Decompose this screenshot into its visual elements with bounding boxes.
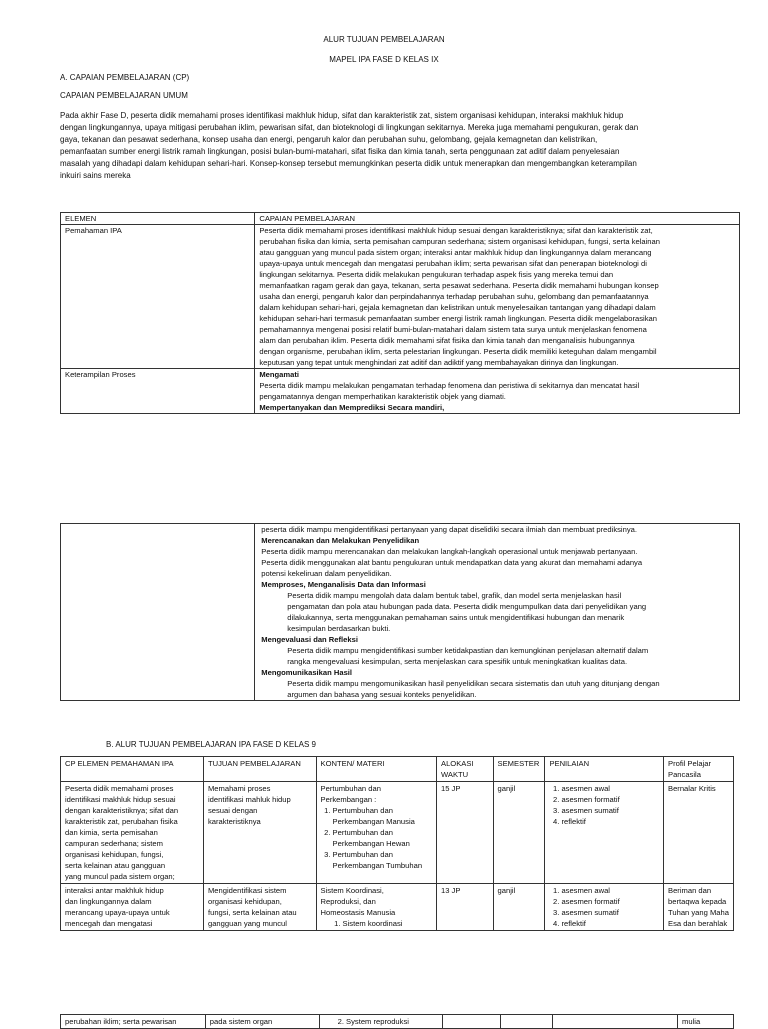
tujuan-cell <box>203 782 316 884</box>
tujuan-cell <box>203 884 316 931</box>
penilaian-cell <box>545 884 664 931</box>
semester-cell: ganjil <box>493 884 545 931</box>
cell-subheading: Merencanakan dan Melakukan Penyelidikan <box>261 536 420 545</box>
section-a-heading: A. CAPAIAN PEMBELAJARAN (CP) <box>60 73 190 82</box>
cell-subheading: Mengomunikasikan Hasil <box>261 668 353 677</box>
cell-line: Esa dan berahlak <box>668 919 728 928</box>
table-row <box>61 369 740 414</box>
semester-cell <box>501 1015 553 1029</box>
profil-cell: mulia <box>678 1015 734 1029</box>
doc-subtitle: MAPEL IPA FASE D KELAS IX <box>329 55 439 64</box>
cell-subheading: Memproses, Menganalisis Data dan Informasi <box>261 580 426 589</box>
profil-cell <box>664 782 734 884</box>
cell-line: atau gangguan yang muncul pada sistem organ; interaksi antar makhluk hidup dan lingkungannya dalam merancang <box>259 248 652 257</box>
penilaian-cell <box>545 782 664 884</box>
cell-line: Sistem Koordinasi, <box>320 886 384 895</box>
cp-cell: perubahan iklim; serta pewarisan <box>61 1015 206 1029</box>
cell-line: identifikasi mahluk hidup <box>207 795 291 804</box>
cell-line: peserta didik mampu mengidentifikasi pertanyaan yang dapat diselidiki secara ilmiah dan membuat prediksinya. <box>261 525 637 534</box>
list-item: 3. Pertumbuhan dan Perkembangan Tumbuhan <box>333 849 432 871</box>
cell-line: Beriman dan <box>668 886 712 895</box>
list-item: 1. asesmen awal <box>561 885 659 896</box>
paragraph-line: Pada akhir Fase D, peserta didik memahami proses identifikasi makhluk hidup, sifat dan karakteristik zat, sistem organisasi kehidupan, interaksi makhluk hidup <box>60 111 624 120</box>
atp-continuation-table <box>60 1014 734 1029</box>
cell-line: alam dan perubahan iklim. Peserta didik memahami sifat fisika dan kimia tanah dan menganalisis hubungannya <box>259 336 635 345</box>
cell-line: rangka mengevaluasi kesimpulan, serta menjelaskan cara spesifik untuk meningkatkan kualitas data. <box>287 657 628 666</box>
cell-line: Memahami proses <box>207 784 271 793</box>
cell-line: campuran sederhana; sistem <box>65 839 163 848</box>
penilaian-list <box>549 783 659 827</box>
cell-line: Peserta didik menggunakan alat bantu pengukuran untuk mendapatkan data yang akurat dan memahami adanya <box>261 558 643 567</box>
cell-line: Pertumbuhan dan <box>320 784 381 793</box>
cell-line: argumen dan bahasa yang sesuai konteks penyelidikan. <box>287 690 477 699</box>
paragraph-line: gaya, tekanan dan pesawat sederhana, konsep usaha dan energi, pengaruh kalor dan perubahan suhu, gelombang, gejala kemagnetan dan kelistrikan, <box>60 135 598 144</box>
cell-line: potensi kekeliruan dalam penyelidikan. <box>261 569 392 578</box>
cell-line: Peserta didik mampu merencanakan dan melakukan langkah-langkah operasional untuk menjawab pertanyaan. <box>261 547 638 556</box>
cell-line: yang muncul pada sistem organ; <box>65 872 175 881</box>
cell-line: interaksi antar makhluk hidup <box>65 886 164 895</box>
cell-line: serta kelainan atau gangguan <box>65 861 166 870</box>
atp-table <box>60 756 734 931</box>
konten-list <box>321 918 432 929</box>
cell-line: mencegah dan mengatasi <box>65 919 153 928</box>
cell-line: kehidupan sehari-hari termasuk pemanfaatan sumber energi listrik ramah lingkungan. Peserta didik mengelaborasikan <box>259 314 657 323</box>
konten-cell <box>316 782 436 884</box>
list-item: 3. asesmen sumatif <box>561 805 659 816</box>
paragraph-line: dengan lingkungannya, upaya mitigasi perubahan iklim, pewarisan sifat, dan bioteknologi di lingkungan sekitarnya. Mereka juga memahami pengukuran, gerak dan <box>60 123 639 132</box>
table-row <box>61 225 740 369</box>
list-item: 4. reflektif <box>561 816 659 827</box>
cell-line: dalam kehidupan sehari-hari, gejala kemagnetan dan kelistrikan untuk menyelesaikan tantangan yang dihadapi dalam <box>259 303 656 312</box>
cell-line: Perkembangan : <box>320 795 377 804</box>
table-row <box>61 1015 734 1029</box>
cp-cell <box>61 884 204 931</box>
header-tujuan: TUJUAN PEMBELAJARAN <box>203 757 316 782</box>
cell-line: Peserta didik memahami proses <box>65 784 174 793</box>
cell-line: sesuai dengan <box>207 806 258 815</box>
cell-line: pengamatan dan pola atau hubungan pada data. Peserta didik mengumpulkan data dari penyelidikan yang <box>287 602 647 611</box>
cell-line: organisasi kehidupan, <box>207 897 282 906</box>
header-elemen: ELEMEN <box>61 213 255 225</box>
header-capaian: CAPAIAN PEMBELAJARAN <box>255 213 740 225</box>
capaian-cell <box>255 369 740 414</box>
cp-cell <box>61 782 204 884</box>
cell-line: gangguan yang muncul <box>207 919 287 928</box>
header-semester: SEMESTER <box>493 757 545 782</box>
cell-line: bertaqwa kepada <box>668 897 727 906</box>
cell-line: identifikasi makhluk hidup sesuai <box>65 795 176 804</box>
cell-line: kesimpulan berdasarkan bukti. <box>287 624 391 633</box>
cell-line: Homeostasis Manusia <box>320 908 396 917</box>
cell-subheading: Mengevaluasi dan Refleksi <box>261 635 358 644</box>
cell-line: dan kimia, serta pemisahan <box>65 828 158 837</box>
cell-line: lingkungan sekitarnya. Peserta didik melakukan pengukuran terhadap aspek fisis yang mereka temui dan <box>259 270 614 279</box>
semester-cell: ganjil <box>493 782 545 884</box>
cell-line: karakteristik zat, perubahan fisika <box>65 817 178 826</box>
alokasi-cell: 13 JP <box>437 884 494 931</box>
subheading-mengamati: Mengamati <box>259 370 300 379</box>
table-header-row <box>61 757 734 782</box>
tujuan-cell: pada sistem organ <box>205 1015 319 1029</box>
cell-line: dengan organisme, perubahan iklim, serta pelestarian lingkungan. Peserta didik memiliki keteguhan dalam mengambil <box>259 347 657 356</box>
cp-umum-heading: CAPAIAN PEMBELAJARAN UMUM <box>60 91 188 100</box>
cell-line: Peserta didik mampu mengidentifikasi sumber ketidakpastian dan kemungkinan penjelasan alternatif dalam <box>287 646 649 655</box>
cell-line: pemahamannya mengenai posisi relatif bumi-bulan-matahari dalam sistem tata surya untuk menjelaskan fenomena <box>259 325 647 334</box>
penilaian-cell <box>553 1015 678 1029</box>
header-cp: CP ELEMEN PEMAHAMAN IPA <box>61 757 204 782</box>
list-item: 1. asesmen awal <box>561 783 659 794</box>
capaian-cell <box>255 524 740 701</box>
table-row <box>61 884 734 931</box>
cell-line: dan lingkungannya dalam <box>65 897 152 906</box>
alokasi-cell: 15 JP <box>437 782 494 884</box>
header-profil: Profil Pelajar Pancasila <box>664 757 734 782</box>
cell-line: dilakukannya, serta menggunakan pemahaman sains untuk mengidentifikasi hubungan dan menarik <box>287 613 625 622</box>
cell-line: usaha dan energi, pengaruh kalor dan perpindahannya terhadap perubahan suhu, gelombang dan pemanfaatannya <box>259 292 649 301</box>
cell-line: perubahan fisika dan kimia, serta pemisahan campuran sederhana; sistem organisasi kehidupan, fungsi, serta kelainan <box>259 237 660 246</box>
header-alokasi: ALOKASI WAKTU <box>437 757 494 782</box>
cell-line: keputusan yang tepat untuk menghindari zat aditif dan adiktif yang membahayakan dirinya dan lingkungan. <box>259 358 619 367</box>
paragraph-line: pemanfaatan sumber energi listrik ramah lingkungan, posisi bulan-bumi-matahari, sifat fisika dan kimia tanah, serta penggunaan zat aditif dalam penyelesaian <box>60 147 620 156</box>
list-item: 2. asesmen formatif <box>561 896 659 907</box>
capaian-cell <box>255 225 740 369</box>
table-header-row <box>61 213 740 225</box>
profil-cell <box>664 884 734 931</box>
konten-cell <box>316 884 436 931</box>
cell-line: dengan karakteristiknya; sifat dan <box>65 806 179 815</box>
elemen-cell: Pemahaman IPA <box>61 225 255 369</box>
konten-list <box>321 805 432 871</box>
paragraph-line: masalah yang dihadapi dalam kehidupan sehari-hari. Konsep-konsep tersebut memungkinkan peserta didik untuk menerapkan dan mengembangkan keterampilan <box>60 159 637 168</box>
cell-line: fungsi, serta kelainan atau <box>207 908 297 917</box>
cell-line: Mengidentifikasi sistem <box>207 886 287 895</box>
cell-line: Reproduksi, dan <box>320 897 376 906</box>
list-item: 2. Pertumbuhan dan Perkembangan Hewan <box>333 827 432 849</box>
list-item: 3. asesmen sumatif <box>561 907 659 918</box>
header-penilaian: PENILAIAN <box>545 757 664 782</box>
cell-line: Bernalar Kritis <box>668 784 716 793</box>
paragraph-line: inkuiri sains mereka <box>60 171 131 180</box>
penilaian-list <box>549 885 659 929</box>
elemen-cell <box>61 524 255 701</box>
konten-cell: 2. System reproduksi <box>319 1015 443 1029</box>
table-row <box>61 524 740 701</box>
cp-elemen-table <box>60 212 740 414</box>
cell-line: organisasi kehidupan, fungsi, <box>65 850 164 859</box>
cp-continuation-table <box>60 523 740 701</box>
cell-line: merancang upaya-upaya untuk <box>65 908 170 917</box>
cell-line: karakteristiknya <box>207 817 261 826</box>
doc-title: ALUR TUJUAN PEMBELAJARAN <box>323 35 445 44</box>
list-item: 4. reflektif <box>561 918 659 929</box>
list-item: 1. Pertumbuhan dan Perkembangan Manusia <box>333 805 432 827</box>
list-item: 1. Sistem koordinasi <box>343 918 432 929</box>
alokasi-cell <box>443 1015 501 1029</box>
cell-line: Tuhan yang Maha <box>668 908 729 917</box>
cell-line: memanfaatkan ragam gerak dan gaya, tekanan, serta pesawat sederhana. Peserta didik memahami hubungan konsep <box>259 281 659 290</box>
section-b-heading: B. ALUR TUJUAN PEMBELAJARAN IPA FASE D KELAS 9 <box>106 740 316 749</box>
subheading-mempertanyakan: Mempertanyakan dan Memprediksi Secara mandiri, <box>259 403 445 412</box>
table-row <box>61 782 734 884</box>
list-item: 2. asesmen formatif <box>561 794 659 805</box>
cell-line: Peserta didik mampu melakukan pengamatan terhadap fenomena dan peristiwa di sekitarnya dan mencatat hasil <box>259 381 640 390</box>
cell-line: upaya-upaya untuk mencegah dan mengatasi perubahan iklim; serta pewarisan sifat dan penerapan bioteknologi di <box>259 259 647 268</box>
cell-line: Peserta didik mampu mengomunikasikan hasil penyelidikan secara sistematis dan utuh yang ditunjang dengan <box>287 679 660 688</box>
cell-line: Peserta didik mampu mengolah data dalam bentuk tabel, grafik, dan model serta menjelaskan hasil <box>287 591 622 600</box>
cell-line: Peserta didik memahami proses identifikasi makhluk hidup sesuai dengan karakteristiknya; sifat dan karakteristik zat, <box>259 226 653 235</box>
cell-line: pengamatannya dengan memperhatikan karakteristik objek yang diamati. <box>259 392 506 401</box>
cp-umum-paragraph <box>60 110 712 182</box>
header-konten: KONTEN/ MATERI <box>316 757 436 782</box>
elemen-cell: Keterampilan Proses <box>61 369 255 414</box>
